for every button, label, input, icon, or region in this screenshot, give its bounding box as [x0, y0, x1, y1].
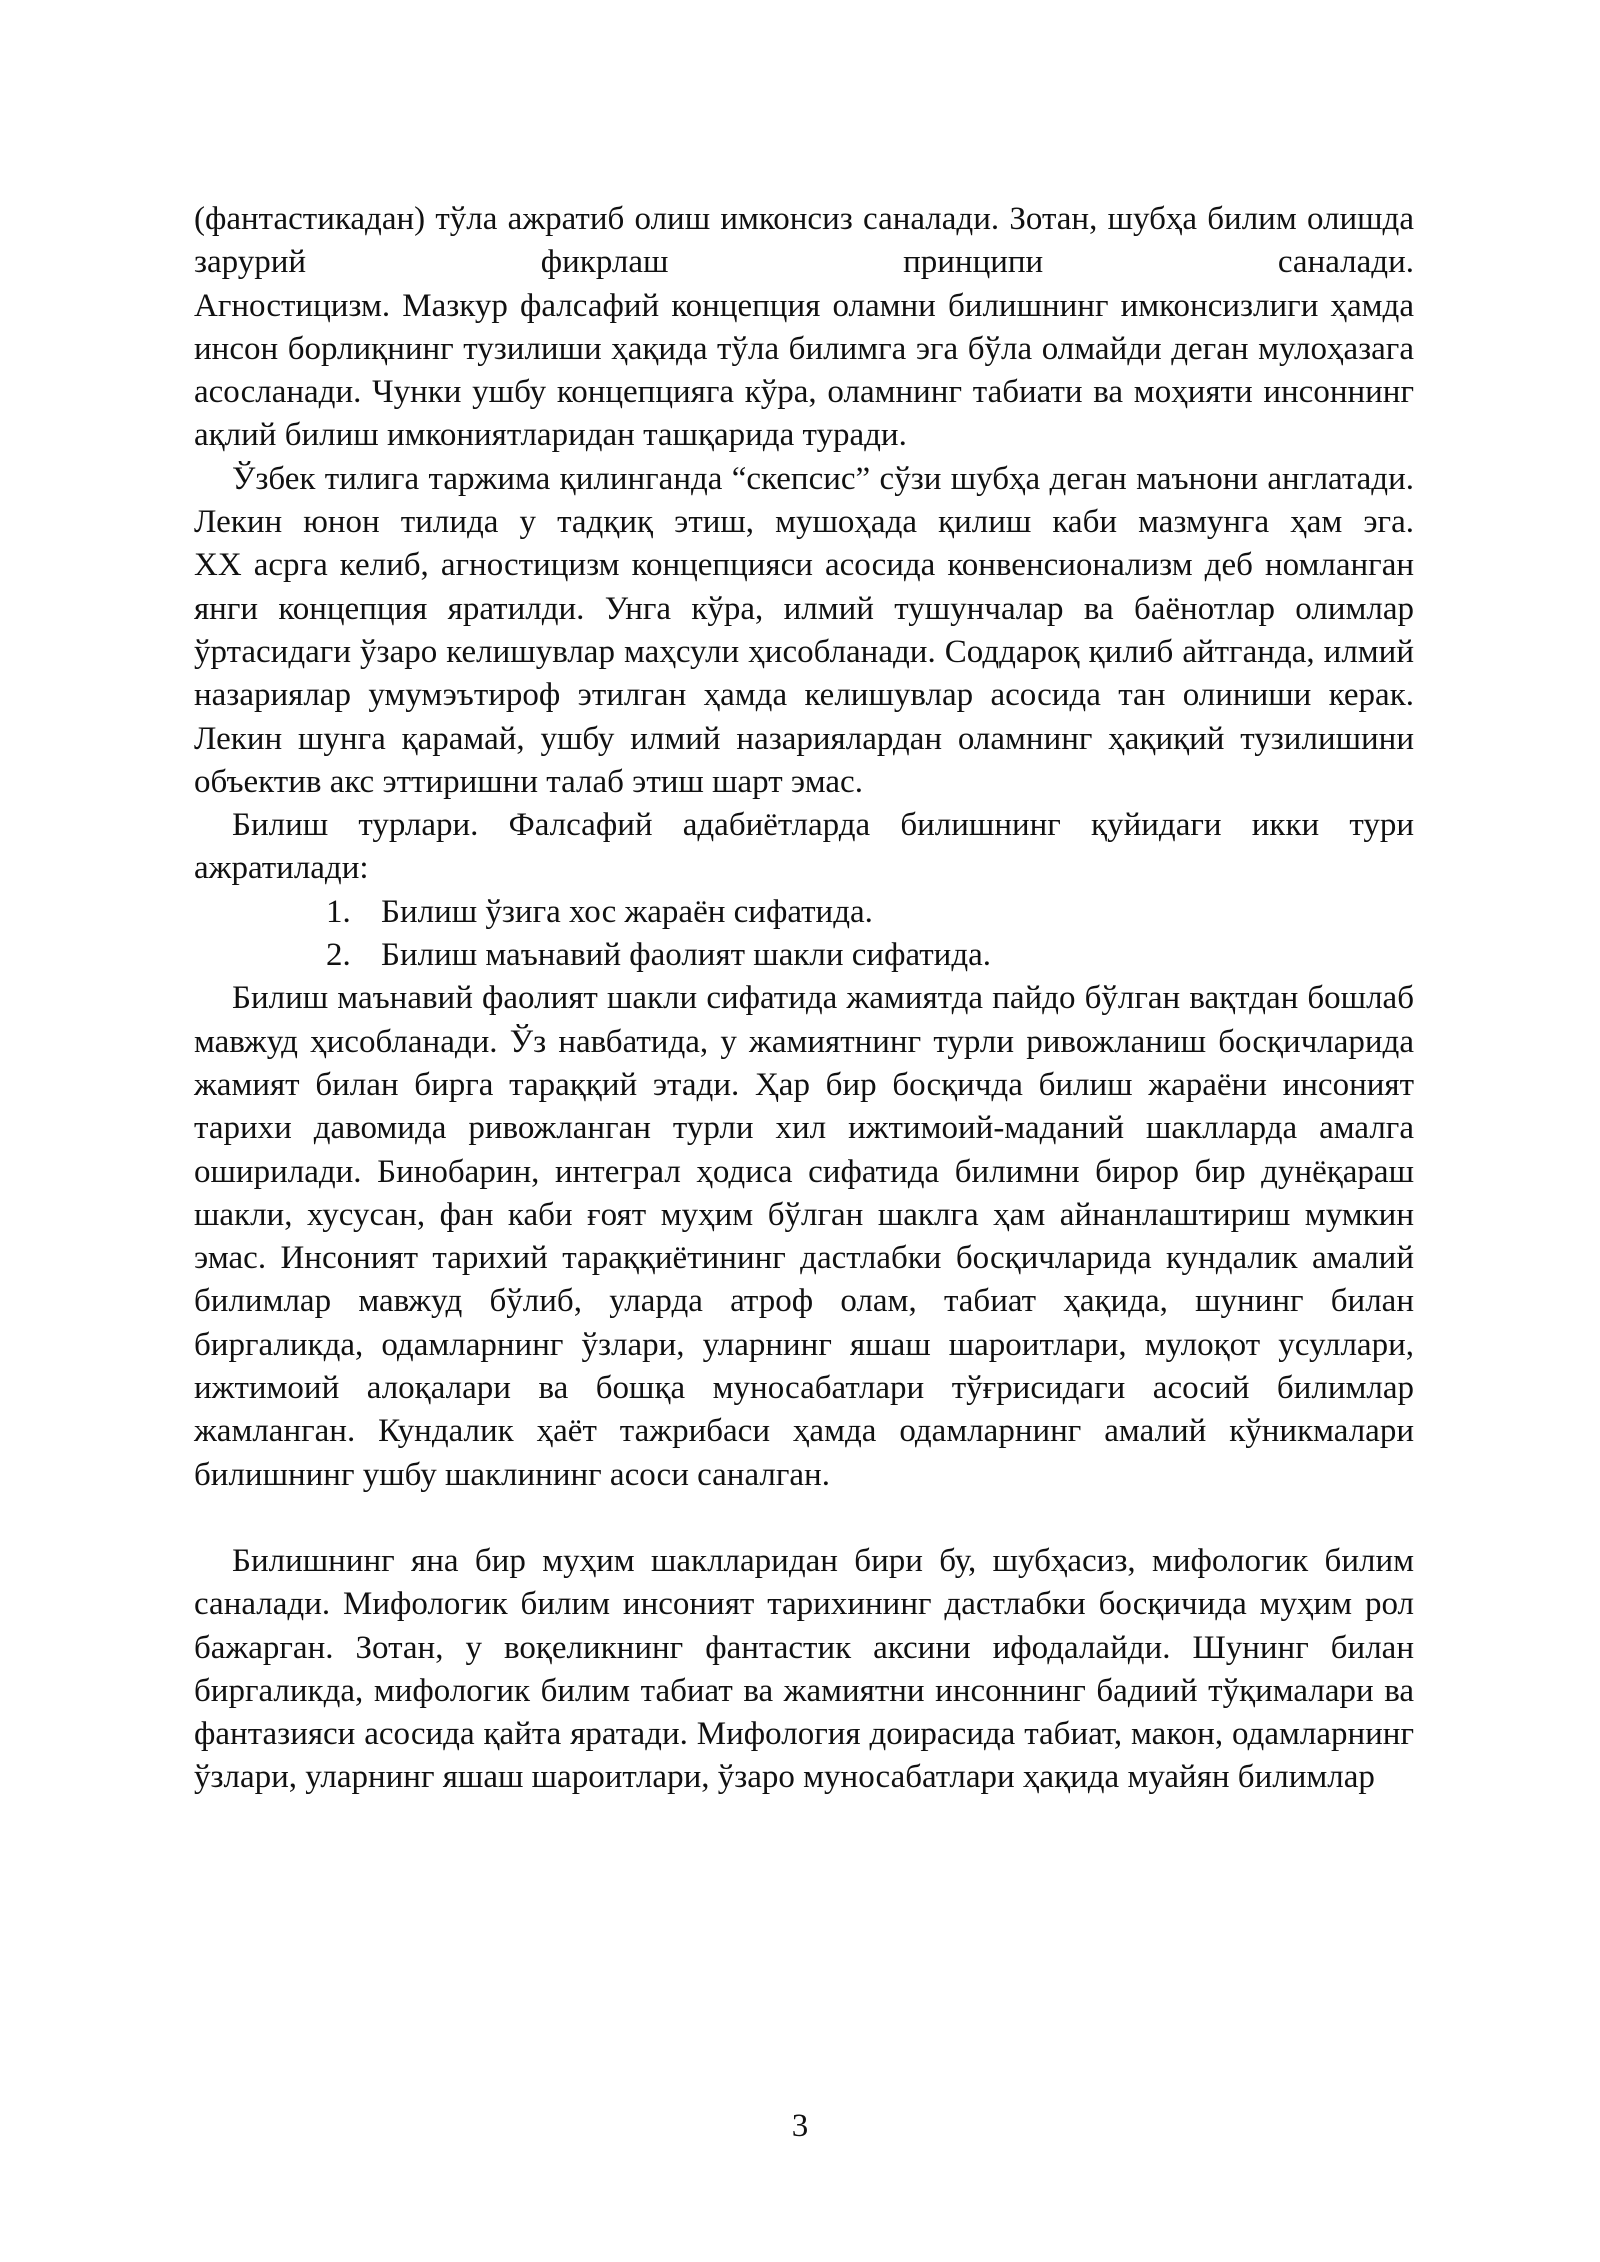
page-number: 3 [791, 2108, 809, 2144]
paragraph-intro-skepticism: (фантастикадан) тўла ажратиб олиш имконсиз саналади. Зотан, шубҳа билим олишда зарурий фикрлаш принципи саналади. [194, 201, 1414, 281]
paragraph-types-of-cognition: Билиш турлари. Фалсафий адабиётларда билишнинг қуйидаги икки тури ажратилади: [194, 807, 1414, 887]
paragraph-conventionalism: XX асрга келиб, агностицизм концепцияси асосида конвенсионализм деб номланган янги концепция яратилди. Унга кўра, илмий тушунчалар ва баёнотлар олимлар ўртасидаги ўзаро келишувлар маҳсули ҳисобланади. Соддароқ қилиб айтганда, илмий назариялар умумэътироф этилган ҳамда келишувлар асосида тан олиниши керак. Лекин шунга қарамай, ушбу илмий назариялардан оламнинг ҳақиқий тузилишини объектив акс эттиришни талаб этиш шарт эмас. [194, 547, 1414, 800]
document-body [194, 198, 1414, 1800]
paragraph-skepsis-translation: Ўзбек тилига таржима қилинганда “скепсис” сўзи шубҳа деган маънони англатади. Лекин юнон тилида у тадқиқ этиш, мушоҳада қилиш каби мазмунга ҳам эга. [194, 460, 1414, 541]
list-item-text: Билиш маънавий фаолият шакли сифатида. [381, 937, 992, 974]
numbered-list [194, 891, 1414, 978]
list-item-number: 1. [326, 893, 351, 930]
list-item [194, 891, 1414, 934]
list-item-text: Билиш ўзига хос жараён сифатида. [381, 893, 873, 930]
paragraph-spiritual-activity: Билиш маънавий фаолият шакли сифатида жамиятда пайдо бўлган вақтдан бошлаб мавжуд ҳисобланади. Ўз навбатида, у жамиятнинг турли ривожланиш босқичларида жамият билан бирга тараққий этади. Ҳар бир босқичда билиш жараёни инсоният тарихи давомида ривожланган турли хил ижтимоий-маданий шаклларда амалга оширилади. Бинобарин, интеграл ҳодиса сифатида билимни бирор бир дунёқараш шакли, хусусан, фан каби ғоят муҳим бўлган шаклга ҳам айнанлаштириш мумкин эмас. Инсоният тарихий тараққиётининг дастлабки босқичларида кундалик амалий билимлар мавжуд бўлиб, уларда атроф олам, табиат ҳақида, шунинг билан биргаликда, одамларнинг ўзлари, уларнинг яшаш шароитлари, мулоқот усуллари, ижтимоий алоқалари ва бошқа муносабатлари тўғрисидаги асосий билимлар жамланган. Кундалик ҳаёт тажрибаси ҳамда одамларнинг амалий кўникмалари билишнинг ушбу шаклининг асоси саналган. [194, 980, 1414, 1493]
list-item-number: 2. [326, 937, 351, 974]
paragraph-mythological-knowledge: Билишнинг яна бир муҳим шаклларидан бири бу, шубҳасиз, мифологик билим саналади. Мифологик билим инсоният тарихининг дастлабки босқичида муҳим рол бажарган. Зотан, у воқеликнинг фантастик аксини ифодалайди. Шунинг билан биргаликда, мифологик билим табиат ва жамиятни инсоннинг бадиий тўқималари ва фантазияси асосида қайта яратади. Мифология доирасида табиат, макон, одамларнинг ўзлари, уларнинг яшаш шароитлари, ўзаро муносабатлари ҳақида муайян билимлар [194, 1542, 1414, 1796]
paragraph-agnosticism: Агностицизм. Мазкур фалсафий концепция оламни билишнинг имконсизлиги ҳамда инсон борлиқнинг тузилиши ҳақида тўла билимга эга бўла олмайди деган мулоҳазага асосланади. Чунки ушбу концепцияга кўра, оламнинг табиати ва моҳияти инсоннинг ақлий билиш имкониятларидан ташқарида туради. [194, 287, 1414, 454]
list-item [194, 934, 1414, 977]
paragraph-spacer [194, 1497, 1414, 1540]
